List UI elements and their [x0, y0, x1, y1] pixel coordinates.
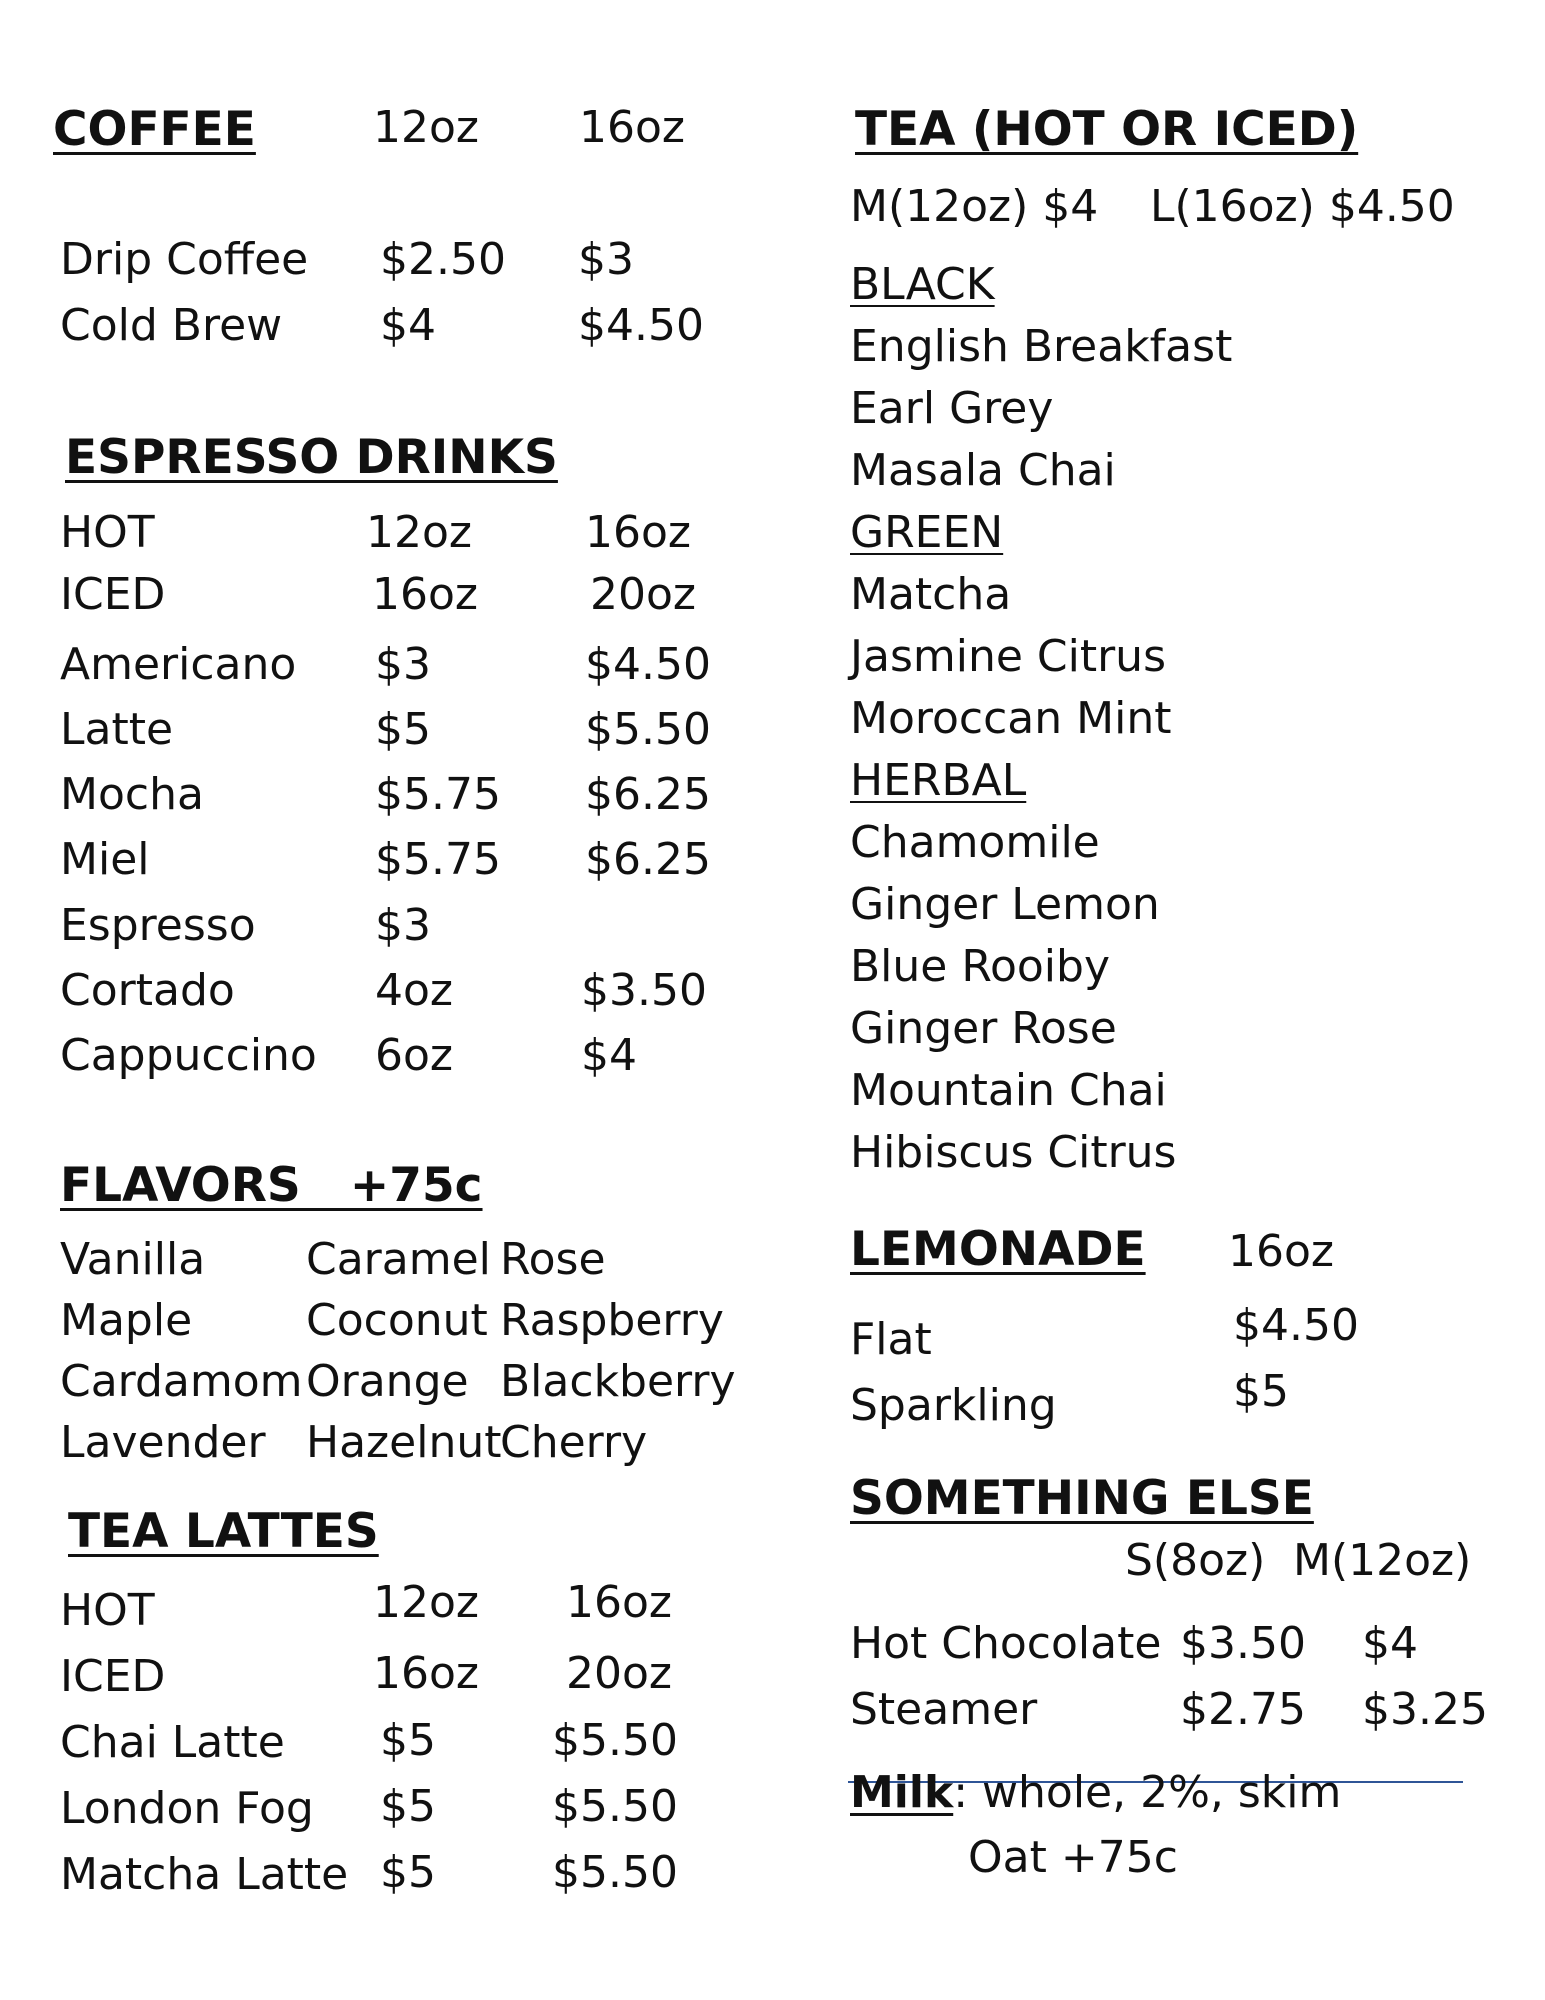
flavors-heading: FLAVORS +75c — [60, 1158, 483, 1213]
flavor-item: Blackberry — [500, 1356, 736, 1407]
menu-item-name: Sparkling — [850, 1380, 1057, 1431]
tea-item: Masala Chai — [850, 445, 1116, 496]
menu-item-price: $5.75 — [375, 769, 501, 820]
tea-item: Blue Rooiby — [850, 941, 1110, 992]
menu-item-name: Hot Chocolate — [850, 1618, 1162, 1669]
menu-item-name: Americano — [60, 639, 297, 690]
menu-item-price: $6.25 — [585, 834, 711, 885]
coffee-size-16oz: 16oz — [579, 102, 686, 153]
something-else-heading: SOMETHING ELSE — [850, 1471, 1314, 1526]
menu-item-name: Steamer — [850, 1684, 1038, 1735]
menu-item-price: $2.75 — [1180, 1684, 1306, 1735]
flavor-item: Vanilla — [60, 1234, 206, 1285]
tea-size-large: L(16oz) $4.50 — [1150, 181, 1455, 232]
tea-item: Matcha — [850, 569, 1012, 620]
flavor-item: Hazelnut — [306, 1417, 502, 1468]
tea-item: Jasmine Citrus — [850, 631, 1166, 682]
size-label: 12oz — [373, 1577, 480, 1628]
menu-item-name: Drip Coffee — [60, 234, 309, 285]
tea-item: Moroccan Mint — [850, 693, 1172, 744]
size-label: 16oz — [585, 507, 692, 558]
menu-item-price: $5 — [380, 1715, 436, 1766]
flavor-item: Cherry — [500, 1417, 648, 1468]
size-label: 12oz — [366, 507, 473, 558]
menu-item-price: $4.50 — [578, 300, 704, 351]
hot-label: HOT — [60, 507, 155, 558]
flavor-item: Coconut — [306, 1295, 488, 1346]
menu-item-price: $3.25 — [1362, 1684, 1488, 1735]
iced-label: ICED — [60, 1651, 166, 1702]
menu-item-name: Matcha Latte — [60, 1849, 349, 1900]
size-label: 16oz — [372, 569, 479, 620]
flavor-item: Lavender — [60, 1417, 266, 1468]
tea-category-black: BLACK — [850, 259, 995, 310]
menu-item-price: $4 — [581, 1030, 637, 1081]
tea-item: English Breakfast — [850, 321, 1233, 372]
flavor-item: Orange — [306, 1356, 469, 1407]
size-label: 20oz — [590, 569, 697, 620]
milk-options-text: : whole, 2%, skim — [953, 1767, 1342, 1818]
tea-item: Earl Grey — [850, 383, 1054, 434]
tea-item: Hibiscus Citrus — [850, 1127, 1177, 1178]
hot-label: HOT — [60, 1585, 155, 1636]
menu-item-price: $5 — [1233, 1366, 1289, 1417]
tea-item: Chamomile — [850, 817, 1100, 868]
menu-item-name: Espresso — [60, 900, 256, 951]
tea-size-medium: M(12oz) $4 — [850, 181, 1099, 232]
milk-options — [850, 1767, 1342, 1818]
size-label: 16oz — [566, 1577, 673, 1628]
menu-item-price: $4.50 — [585, 639, 711, 690]
menu-item-price: $3 — [578, 234, 634, 285]
menu-item-name: Cortado — [60, 965, 235, 1016]
flavor-item: Maple — [60, 1295, 193, 1346]
menu-item-price: $6.25 — [585, 769, 711, 820]
size-label: M(12oz) — [1293, 1535, 1472, 1586]
flavor-item: Caramel — [306, 1234, 491, 1285]
lemonade-size: 16oz — [1228, 1226, 1335, 1277]
menu-item-price: $3.50 — [581, 965, 707, 1016]
menu-item-price: $5.50 — [552, 1715, 678, 1766]
menu-item-name: Miel — [60, 834, 150, 885]
menu-item-price: $3 — [375, 639, 431, 690]
iced-label: ICED — [60, 569, 166, 620]
tea-category-herbal: HERBAL — [850, 755, 1027, 806]
menu-item-size: 6oz — [375, 1030, 454, 1081]
menu-item-price: $5 — [380, 1781, 436, 1832]
menu-item-price: $5.75 — [375, 834, 501, 885]
tea-lattes-heading: TEA LATTES — [68, 1504, 379, 1559]
size-label: 16oz — [373, 1648, 480, 1699]
menu-item-name: Mocha — [60, 769, 204, 820]
menu-item-name: London Fog — [60, 1783, 314, 1834]
coffee-heading: COFFEE — [53, 102, 256, 157]
menu-item-price: $4 — [1362, 1618, 1418, 1669]
menu-item-price: $4.50 — [1233, 1300, 1359, 1351]
flavor-item: Raspberry — [500, 1295, 724, 1346]
size-label: 20oz — [566, 1648, 673, 1699]
menu-item-price: $5 — [380, 1847, 436, 1898]
flavor-item: Rose — [500, 1234, 606, 1285]
tea-item: Mountain Chai — [850, 1065, 1167, 1116]
espresso-heading: ESPRESSO DRINKS — [65, 430, 558, 485]
menu-item-size: 4oz — [375, 965, 454, 1016]
menu-item-name: Cappuccino — [60, 1030, 317, 1081]
menu-item-price: $3 — [375, 900, 431, 951]
menu-item-price: $5.50 — [552, 1847, 678, 1898]
menu-item-name: Flat — [850, 1314, 932, 1365]
tea-item: Ginger Rose — [850, 1003, 1117, 1054]
size-label: S(8oz) — [1125, 1535, 1266, 1586]
tea-item: Ginger Lemon — [850, 879, 1160, 930]
tea-heading: TEA (HOT OR ICED) — [855, 102, 1359, 157]
menu-item-price: $2.50 — [380, 234, 506, 285]
menu-item-name: Cold Brew — [60, 300, 283, 351]
menu-item-name: Latte — [60, 704, 174, 755]
tea-category-green: GREEN — [850, 507, 1004, 558]
menu-item-price: $5.50 — [552, 1781, 678, 1832]
menu-item-price: $4 — [380, 300, 436, 351]
coffee-size-12oz: 12oz — [373, 102, 480, 153]
lemonade-heading: LEMONADE — [850, 1222, 1146, 1277]
menu-item-price: $3.50 — [1180, 1618, 1306, 1669]
flavor-item: Cardamom — [60, 1356, 303, 1407]
menu-item-price: $5.50 — [585, 704, 711, 755]
oat-milk-option: Oat +75c — [968, 1832, 1178, 1883]
menu-item-name: Chai Latte — [60, 1717, 285, 1768]
menu-item-price: $5 — [375, 704, 431, 755]
milk-label: Milk — [850, 1767, 954, 1818]
